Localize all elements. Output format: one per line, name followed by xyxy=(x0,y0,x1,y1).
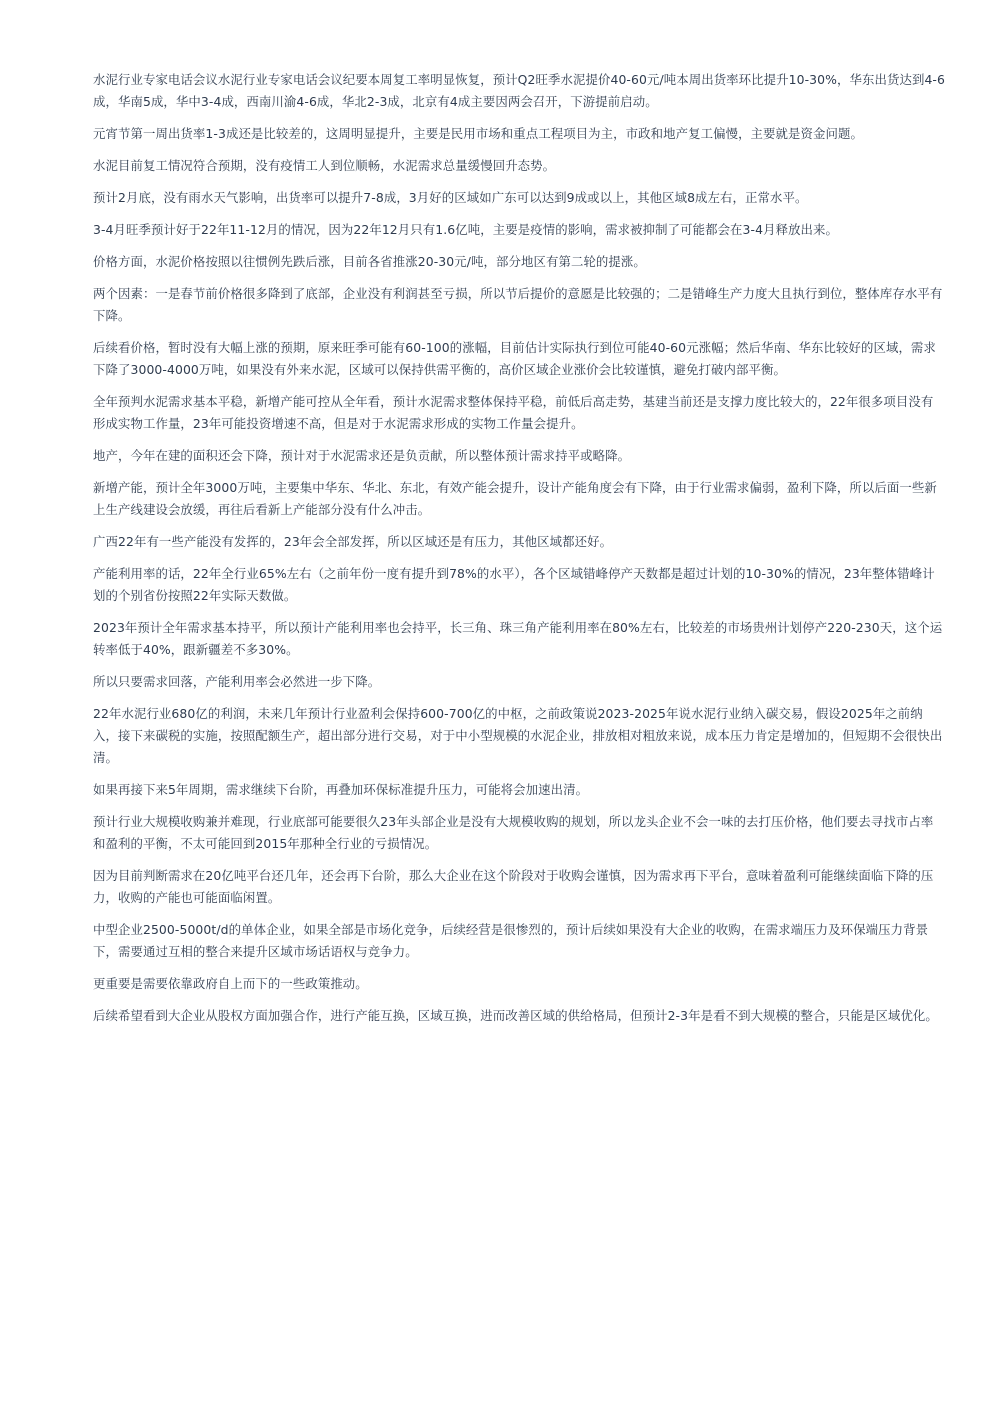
paragraph: 中型企业2500-5000t/d的单体企业，如果全部是市场化竞争，后续经营是很惨烈的，预计后续如果没有大企业的收购，在需求端压力及环保端压力背景下，需要通过互相的整合来提升区域市场话语权与竞争力。 xyxy=(93,922,929,959)
paragraph: 如果再接下来5年周期，需求继续下台阶，再叠加环保标准提升压力，可能将会加速出清。 xyxy=(93,782,589,797)
paragraph: 新增产能，预计全年3000万吨，主要集中华东、华北、东北，有效产能会提升，设计产能角度会有下降，由于行业需求偏弱，盈利下降，所以后面一些新上生产线建设会放缓，再往后看新上产能部分没有什么冲击。 xyxy=(93,480,937,517)
paragraph: 预计行业大规模收购兼并难现，行业底部可能要很久23年头部企业是没有大规模收购的规划，所以龙头企业不会一味的去打压价格，他们要去寻找市占率和盈利的平衡，不太可能回到2015年那种全行业的亏损情况。 xyxy=(93,814,934,851)
paragraph: 产能利用率的话，22年全行业65%左右（之前年份一度有提升到78%的水平），各个区域错峰停产天数都是超过计划的10-30%的情况，23年整体错峰计划的个别省份按照22年实际天数做。 xyxy=(93,566,935,603)
paragraph: 2023年预计全年需求基本持平，所以预计产能利用率也会持平，长三角、珠三角产能利用率在80%左右，比较差的市场贵州计划停产220-230天，这个运转率低于40%，跟新疆差不多30%。 xyxy=(93,620,943,657)
paragraph: 因为目前判断需求在20亿吨平台还几年，还会再下台阶，那么大企业在这个阶段对于收购会谨慎，因为需求再下平台，意味着盈利可能继续面临下降的压力，收购的产能也可能面临闲置。 xyxy=(93,868,934,905)
paragraph: 后续看价格，暂时没有大幅上涨的预期，原来旺季可能有60-100的涨幅，目前估计实际执行到位可能40-60元涨幅；然后华南、华东比较好的区域，需求下降了3000-4000万吨，如果没有外来水泥，区域可以保持供需平衡的，高价区域企业涨价会比较谨慎，避免打破内部平衡。 xyxy=(93,340,936,377)
paragraph: 更重要是需要依靠政府自上而下的一些政策推动。 xyxy=(93,976,368,991)
paragraph: 价格方面，水泥价格按照以往惯例先跌后涨，目前各省推涨20-30元/吨，部分地区有第二轮的提涨。 xyxy=(93,254,646,269)
paragraph: 后续希望看到大企业从股权方面加强合作，进行产能互换，区域互换，进而改善区域的供给格局，但预计2-3年是看不到大规模的整合，只能是区域优化。 xyxy=(93,1008,938,1023)
paragraph: 两个因素：一是春节前价格很多降到了底部，企业没有利润甚至亏损，所以节后提价的意愿是比较强的；二是错峰生产力度大且执行到位，整体库存水平有下降。 xyxy=(93,286,943,323)
paragraph: 水泥目前复工情况符合预期，没有疫情工人到位顺畅，水泥需求总量缓慢回升态势。 xyxy=(93,158,556,173)
document-body xyxy=(93,69,945,1037)
paragraph: 广西22年有一些产能没有发挥的，23年会全部发挥，所以区域还是有压力，其他区域都还好。 xyxy=(93,534,613,549)
paragraph: 地产，今年在建的面积还会下降，预计对于水泥需求还是负贡献，所以整体预计需求持平或略降。 xyxy=(93,448,631,463)
paragraph: 全年预判水泥需求基本平稳，新增产能可控从全年看，预计水泥需求整体保持平稳，前低后高走势，基建当前还是支撑力度比较大的，22年很多项目没有形成实物工作量，23年可能投资增速不高，但是对于水泥需求形成的实物工作量会提升。 xyxy=(93,394,934,431)
paragraph: 元宵节第一周出货率1-3成还是比较差的，这周明显提升，主要是民用市场和重点工程项目为主，市政和地产复工偏慢，主要就是资金问题。 xyxy=(93,126,863,141)
paragraph: 3-4月旺季预计好于22年11-12月的情况，因为22年12月只有1.6亿吨，主要是疫情的影响，需求被抑制了可能都会在3-4月释放出来。 xyxy=(93,222,839,237)
paragraph: 所以只要需求回落，产能利用率会必然进一步下降。 xyxy=(93,674,381,689)
paragraph: 预计2月底，没有雨水天气影响，出货率可以提升7-8成，3月好的区域如广东可以达到9成或以上，其他区域8成左右，正常水平。 xyxy=(93,190,808,205)
paragraph: 水泥行业专家电话会议水泥行业专家电话会议纪要本周复工率明显恢复，预计Q2旺季水泥提价40-60元/吨本周出货率环比提升10-30%，华东出货达到4-6成，华南5成，华中3-4成，西南川渝4-6成，华北2-3成，北京有4成主要因两会召开，下游提前启动。 xyxy=(93,72,945,109)
paragraph: 22年水泥行业680亿的利润，未来几年预计行业盈利会保持600-700亿的中枢，之前政策说2023-2025年说水泥行业纳入碳交易，假设2025年之前纳入，接下来碳税的实施，按照配额生产，超出部分进行交易，对于中小型规模的水泥企业，排放相对粗放来说，成本压力肯定是增加的，但短期不会很快出清。 xyxy=(93,706,943,765)
